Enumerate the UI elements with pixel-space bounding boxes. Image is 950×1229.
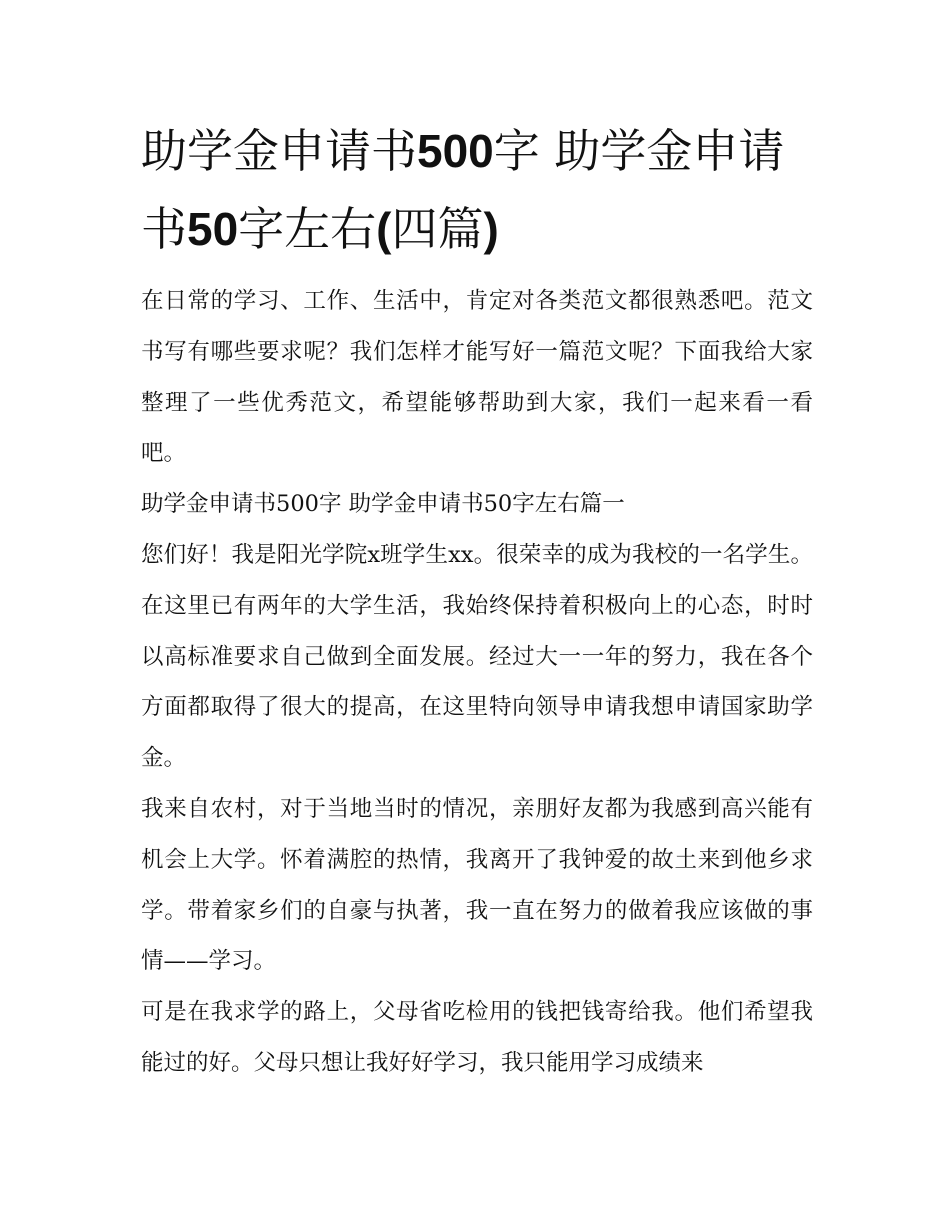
section-heading: 助学金申请书500字 助学金申请书50字左右篇一 [141, 491, 625, 518]
body-paragraph: 我来自农村，对于当地当时的情况，亲朋好友都为我感到高兴能有机会上大学。怀着满腔的热情，我离开了我钟爱的故土来到他乡求学。带着家乡们的自豪与执著，我一直在努力的做着我应该做的事情——学习。 [141, 795, 813, 975]
document-title: 助学金申请书500字 助学金申请书50字左右(四篇) [141, 124, 785, 256]
body-paragraph: 您们好！我是阳光学院x班学生xx。很荣幸的成为我校的一名学生。在这里已有两年的大学生活，我始终保持着积极向上的心态，时时以高标准要求自己做到全面发展。经过大一一年的努力，我在各个方面都取得了很大的提高，在这里特向领导申请我想申请国家助学金。 [141, 541, 813, 772]
intro-paragraph: 在日常的学习、工作、生活中，肯定对各类范文都很熟悉吧。范文书写有哪些要求呢？我们怎样才能写好一篇范文呢？下面我给大家整理了一些优秀范文，希望能够帮助到大家，我们一起来看一看吧。 [141, 288, 813, 467]
body-paragraph: 可是在我求学的路上，父母省吃检用的钱把钱寄给我。他们希望我能过的好。父母只想让我好好学习，我只能用学习成绩来 [141, 999, 813, 1076]
document-body [141, 276, 813, 1089]
